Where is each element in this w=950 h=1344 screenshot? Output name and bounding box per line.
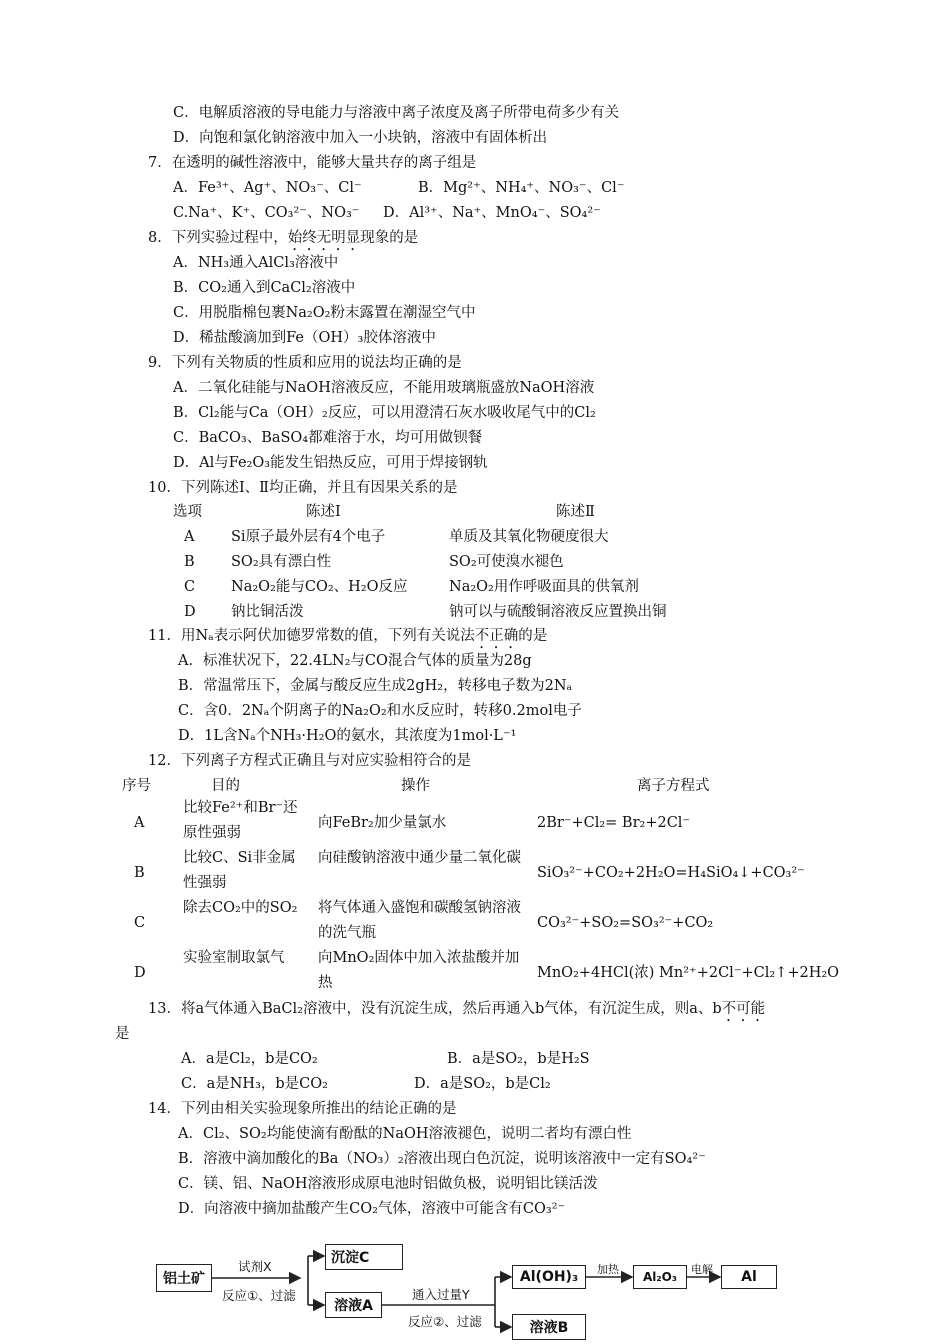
- table-cell: B: [184, 554, 195, 570]
- q9-stem: 9．下列有关物质的性质和应用的说法均正确的是: [148, 355, 462, 371]
- q6-option-d: D．向饱和氯化钠溶液中加入一小块钠，溶液中有固体析出: [173, 130, 548, 146]
- q9-option-b: B．Cl₂能与Ca（OH）₂反应，可以用澄清石灰水吸收尾气中的Cl₂: [173, 405, 596, 421]
- q14-option-c: C．镁、铝、NaOH溶液形成原电池时铝做负极，说明铝比镁活泼: [178, 1176, 598, 1192]
- table-cell: 2Br⁻+Cl₂= Br₂+2Cl⁻: [537, 815, 691, 831]
- table-cell: SO₂可使溴水褪色: [449, 554, 564, 570]
- reagent-x-label: 试剂X: [238, 1259, 272, 1274]
- precipitate-c-box: 沉淀C: [325, 1244, 403, 1270]
- q11-option-d: D．1L含Nₐ个NH₃·H₂O的氨水，其浓度为1mol·L⁻¹: [178, 728, 517, 744]
- q8-option-b: B．CO₂通入到CaCl₂溶液中: [173, 280, 356, 296]
- q8-option-d: D．稀盐酸滴加到Fe（OH）₃胶体溶液中: [173, 330, 436, 346]
- q13-option-a: A．a是Cl₂，b是CO₂: [181, 1051, 318, 1067]
- table-cell: 实验室制取氯气: [183, 950, 285, 966]
- q14-option-b: B．溶液中滴加酸化的Ba（NO₃）₂溶液出现白色沉淀，说明该溶液中一定有SO₄²⁻: [178, 1151, 706, 1167]
- q10-stem: 10．下列陈述Ⅰ、Ⅱ均正确，并且有因果关系的是: [148, 480, 458, 496]
- q8-emphasis: 始终无明显: [287, 230, 361, 246]
- q9-option-a: A．二氧化硅能与NaOH溶液反应，不能用玻璃瓶盛放NaOH溶液: [173, 380, 595, 396]
- table-cell: 除去CO₂中的SO₂: [183, 900, 298, 916]
- table-cell: Na₂O₂用作呼吸面具的供氧剂: [449, 579, 639, 595]
- table-cell: MnO₂+4HCl(浓) Mn²⁺+2Cl⁻+Cl₂↑+2H₂O: [537, 965, 840, 981]
- q13-emphasis: 不可能: [721, 1001, 766, 1017]
- table-cell: CO₃²⁻+SO₂=SO₃²⁻+CO₂: [537, 915, 714, 931]
- table-cell: 将气体通入盛饱和碳酸氢钠溶液的洗气瓶: [318, 900, 521, 941]
- table-cell: SiO₃²⁻+CO₂+2H₂O=H₄SiO₄↓+CO₃²⁻: [537, 865, 805, 881]
- table-cell: 单质及其氧化物硬度很大: [449, 529, 609, 545]
- q13-stem-wrap: 是: [115, 1026, 130, 1042]
- heat-label: 加热: [597, 1263, 619, 1276]
- aluminum-hydroxide-box: Al(OH)₃: [512, 1265, 586, 1289]
- table-cell: C: [184, 579, 196, 595]
- aluminum-box: Al: [721, 1265, 777, 1289]
- q7-option-a: A．Fe³⁺、Ag⁺、NO₃⁻、Cl⁻: [173, 180, 362, 196]
- table-cell: 比较Fe²⁺和Br⁻还原性强弱: [183, 800, 298, 841]
- table-cell: C: [134, 915, 146, 931]
- q12-header-purpose: 目的: [211, 778, 240, 794]
- q11-option-a: A．标准状况下，22.4LN₂与CO混合气体的质量为28g: [178, 653, 532, 669]
- table-cell: Si原子最外层有4个电子: [231, 529, 386, 545]
- table-cell: 钠比铜活泼: [231, 604, 304, 620]
- q7-option-c: C.Na⁺、K⁺、CO₃²⁻、NO₃⁻: [173, 205, 360, 221]
- pass-y-label: 通入过量Y: [412, 1287, 470, 1302]
- table-cell: 向MnO₂固体中加入浓盐酸并加热: [318, 950, 520, 991]
- q7-stem: 7．在透明的碱性溶液中，能够大量共存的离子组是: [148, 155, 477, 171]
- q14-option-d: D．向溶液中摘加盐酸产生CO₂气体，溶液中可能含有CO₃²⁻: [178, 1201, 566, 1217]
- q14-option-a: A．Cl₂、SO₂均能使滴有酚酞的NaOH溶液褪色，说明二者均有漂白性: [178, 1126, 632, 1142]
- q9-option-c: C．BaCO₃、BaSO₄都难溶于水，均可用做钡餐: [173, 430, 483, 446]
- q10-header-option: 选项: [173, 504, 202, 520]
- q11-stem: 11．用Nₐ表示阿伏加德罗常数的值，下列有关说法不正确的是: [148, 628, 548, 644]
- q8-stem: 8．下列实验过程中，始终无明显现象的是: [148, 230, 419, 246]
- q12-stem: 12．下列离子方程式正确且与对应实验相符合的是: [148, 753, 471, 769]
- q7-option-b: B．Mg²⁺、NH₄⁺、NO₃⁻、Cl⁻: [418, 180, 625, 196]
- q6-option-c: C．电解质溶液的导电能力与溶液中离子浓度及离子所带电荷多少有关: [173, 105, 620, 121]
- bauxite-box: 铝土矿: [156, 1264, 212, 1292]
- q7-option-d: D．Al³⁺、Na⁺、MnO₄⁻、SO₄²⁻: [383, 205, 601, 221]
- q12-header-no: 序号: [122, 778, 151, 794]
- q11-emphasis: 不正确: [474, 628, 519, 644]
- q9-option-d: D．Al与Fe₂O₃能发生铝热反应，可用于焊接钢轨: [173, 455, 488, 471]
- table-cell: B: [134, 865, 145, 881]
- q10-header-statement2: 陈述Ⅱ: [556, 504, 595, 520]
- q11-option-c: C．含0．2Nₐ个阴离子的Na₂O₂和水反应时，转移0.2mol电子: [178, 703, 582, 719]
- table-cell: 向硅酸钠溶液中通少量二氧化碳: [318, 850, 521, 866]
- q13-stem: 13．将a气体通入BaCl₂溶液中，没有沉淀生成，然后再通入b气体，有沉淀生成，则a、b不可能: [148, 1001, 766, 1017]
- table-cell: 向FeBr₂加少量氯水: [318, 815, 447, 831]
- table-cell: A: [134, 815, 145, 831]
- q10-header-statement1: 陈述Ⅰ: [306, 504, 341, 520]
- electrolysis-label: 电解: [691, 1263, 713, 1276]
- q13-option-d: D．a是SO₂，b是Cl₂: [414, 1076, 551, 1092]
- q8-option-c: C．用脱脂棉包裹Na₂O₂粉末露置在潮湿空气中: [173, 305, 476, 321]
- q13-option-c: C．a是NH₃，b是CO₂: [181, 1076, 328, 1092]
- solution-a-box: 溶液A: [325, 1292, 382, 1318]
- q11-option-b: B．常温常压下，金属与酸反应生成2gH₂，转移电子数为2Nₐ: [178, 678, 573, 694]
- alumina-box: Al₂O₃: [633, 1265, 687, 1289]
- q14-stem: 14．下列由相关实验现象所推出的结论正确的是: [148, 1101, 457, 1117]
- reaction2-label: 反应②、过滤: [408, 1314, 482, 1329]
- table-cell: SO₂具有漂白性: [231, 554, 332, 570]
- q12-header-operation: 操作: [401, 778, 430, 794]
- table-cell: 钠可以与硫酸铜溶液反应置换出铜: [449, 604, 667, 620]
- table-cell: D: [184, 604, 196, 620]
- table-cell: D: [134, 965, 146, 981]
- q12-header-equation: 离子方程式: [637, 778, 710, 794]
- q8-option-a: A．NH₃通入AlCl₃溶液中: [173, 255, 339, 271]
- table-cell: A: [184, 529, 195, 545]
- q13-option-b: B．a是SO₂，b是H₂S: [447, 1051, 590, 1067]
- reaction1-label: 反应①、过滤: [222, 1288, 296, 1303]
- table-cell: 比较C、Si非金属性强弱: [183, 850, 296, 891]
- solution-b-box: 溶液B: [512, 1314, 586, 1340]
- table-cell: Na₂O₂能与CO₂、H₂O反应: [231, 579, 408, 595]
